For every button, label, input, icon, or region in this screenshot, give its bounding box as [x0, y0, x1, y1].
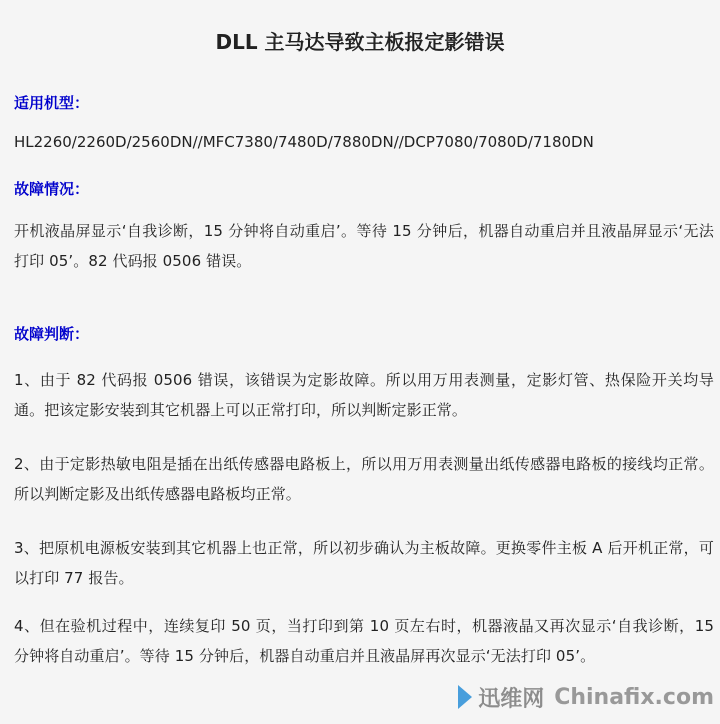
site-watermark — [458, 680, 714, 714]
applicable-models-text: HL2260/2260D/2560DN//MFC7380/7480D/7880DN//DCP7080/7080D/7180DN — [14, 133, 594, 151]
watermark-cn-text: 迅维网 — [478, 686, 545, 712]
fault-situation-heading: 故障情况： — [14, 180, 90, 198]
diagnosis-item-4: 4、但在验机过程中，连续复印 50 页，当打印到第 10 页左右时，机器液晶又再次显示‘自我诊断，15 分钟将自动重启’。等待 15 分钟后，机器自动重启并且液晶屏再次显示‘无法打印 05’。 — [14, 617, 714, 665]
applicable-models-heading: 适用机型： — [14, 94, 90, 112]
diagnosis-item-3: 3、把原机电源板安装到其它机器上也正常，所以初步确认为主板故障。更换零件主板 A 后开机正常，可以打印 77 报告。 — [14, 539, 714, 587]
diagnosis-item-2: 2、由于定影热敏电阻是插在出纸传感器电路板上，所以用万用表测量出纸传感器电路板的接线均正常。所以判断定影及出纸传感器电路板均正常。 — [14, 455, 714, 503]
fault-diagnosis-heading: 故障判断： — [14, 325, 90, 343]
fault-situation-text: 开机液晶屏显示‘自我诊断，15 分钟将自动重启’。等待 15 分钟后，机器自动重启并且液晶屏显示‘无法打印 05’。82 代码报 0506 错误。 — [14, 222, 714, 270]
watermark-en-text: Chinafix.com — [554, 684, 714, 710]
diagnosis-item-1: 1、由于 82 代码报 0506 错误，该错误为定影故障。所以用万用表测量，定影灯管、热保险开关均导通。把该定影安装到其它机器上可以正常打印，所以判断定影正常。 — [14, 371, 714, 419]
page-title: DLL 主马达导致主板报定影错误 — [215, 30, 505, 54]
arrow-icon — [458, 685, 472, 709]
